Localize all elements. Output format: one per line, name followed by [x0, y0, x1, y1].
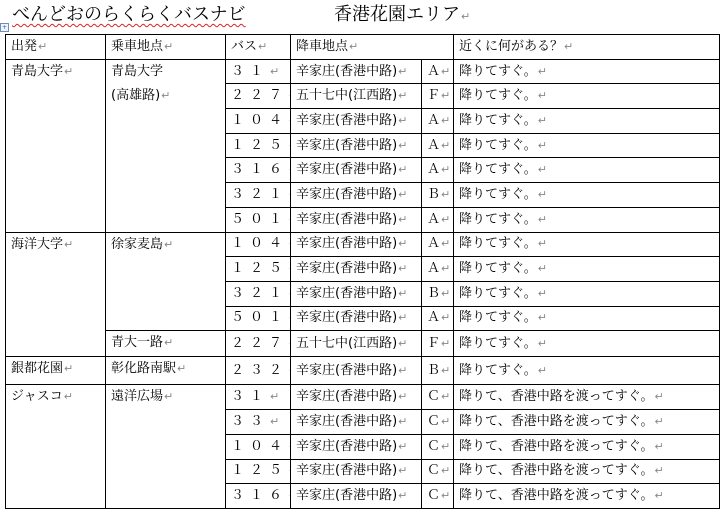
cell-end-mark-icon: ↵	[398, 163, 408, 177]
nearby-info-cell: 降りてすぐ。↵	[454, 257, 720, 282]
cell-end-mark-icon: ↵	[38, 39, 48, 53]
bus-number-cell: ２３２	[226, 356, 291, 385]
cell-end-mark-icon: ↵	[654, 390, 664, 404]
bus-number-cell: ５０１	[226, 306, 291, 331]
header-boarding: 乗車地点↵	[106, 35, 226, 60]
boarding-cell	[106, 331, 226, 357]
boarding-cell	[106, 232, 226, 331]
cell-end-mark-icon: ↵	[398, 262, 408, 276]
departure-cell: ジャスコ↵	[6, 385, 106, 508]
cell-end-mark-icon: ↵	[64, 361, 74, 375]
bus-number-cell: １２５	[226, 257, 291, 282]
gate-cell: Ｃ↵	[422, 434, 454, 459]
cell-end-mark-icon: ↵	[398, 390, 408, 404]
cell-end-mark-icon: ↵	[537, 262, 547, 276]
nearby-info-cell: 降りてすぐ。↵	[454, 109, 720, 134]
cell-end-mark-icon: ↵	[398, 363, 408, 377]
cell-end-mark-icon: ↵	[398, 286, 408, 300]
cell-end-mark-icon: ↵	[537, 187, 547, 201]
header-alighting: 降車地点↵	[291, 35, 454, 60]
cell-end-mark-icon: ↵	[441, 89, 451, 103]
gate-cell: Ａ↵	[422, 306, 454, 331]
cell-end-mark-icon: ↵	[398, 187, 408, 201]
alighting-stop-cell: 辛家庄(香港中路)↵	[291, 257, 422, 282]
gate-cell: Ｃ↵	[422, 459, 454, 484]
cell-end-mark-icon: ↵	[537, 336, 547, 350]
document-title: べんどおのらくらくバスナビ	[12, 4, 246, 25]
cell-end-mark-icon: ↵	[441, 212, 451, 226]
gate-cell: Ａ↵	[422, 109, 454, 134]
cell-end-mark-icon: ↵	[537, 237, 547, 251]
bus-number-cell: ３１６	[226, 484, 291, 509]
cell-end-mark-icon: ↵	[564, 39, 574, 53]
cell-end-mark-icon: ↵	[537, 311, 547, 325]
alighting-stop-cell: 辛家庄(香港中路)↵	[291, 484, 422, 509]
cell-end-mark-icon: ↵	[258, 39, 268, 53]
table-body	[6, 59, 720, 508]
cell-end-mark-icon: ↵	[537, 163, 547, 177]
bus-number-cell: １０４	[226, 434, 291, 459]
cell-end-mark-icon: ↵	[164, 237, 174, 251]
nearby-info-cell: 降りてすぐ。↵	[454, 281, 720, 306]
paragraph-mark-icon: ↵	[461, 10, 471, 23]
cell-end-mark-icon: ↵	[398, 113, 408, 127]
cell-end-mark-icon: ↵	[177, 361, 187, 375]
cell-end-mark-icon: ↵	[441, 439, 451, 453]
cell-end-mark-icon: ↵	[64, 237, 74, 251]
gate-cell: Ｂ↵	[422, 281, 454, 306]
boarding-cell	[106, 356, 226, 385]
gate-cell: Ｃ↵	[422, 385, 454, 410]
bus-number-cell: ３２１	[226, 183, 291, 208]
boarding-line: 徐家麦島↵	[111, 236, 174, 252]
gate-cell: Ｆ↵	[422, 331, 454, 357]
cell-end-mark-icon: ↵	[441, 138, 451, 152]
table-row	[6, 59, 720, 84]
cell-end-mark-icon: ↵	[537, 113, 547, 127]
nearby-info-cell: 降りて、香港中路を渡ってすぐ。↵	[454, 484, 720, 509]
bus-number-cell: １２５	[226, 133, 291, 158]
bus-number-cell: ２２７	[226, 331, 291, 357]
boarding-cell	[106, 59, 226, 232]
cell-end-mark-icon: ↵	[270, 64, 286, 78]
gate-cell: Ａ↵	[422, 207, 454, 232]
alighting-stop-cell: 辛家庄(香港中路)↵	[291, 410, 422, 435]
cell-end-mark-icon: ↵	[654, 439, 664, 453]
cell-end-mark-icon: ↵	[164, 336, 174, 350]
cell-end-mark-icon: ↵	[164, 390, 174, 404]
cell-end-mark-icon: ↵	[537, 138, 547, 152]
table-row	[6, 331, 720, 357]
cell-end-mark-icon: ↵	[63, 390, 73, 404]
cell-end-mark-icon: ↵	[398, 464, 408, 478]
alighting-stop-cell: 五十七中(江西路)↵	[291, 331, 422, 357]
boarding-line: 青大一路↵	[111, 335, 174, 351]
bus-route-table	[5, 34, 720, 509]
cell-end-mark-icon: ↵	[164, 39, 174, 53]
departure-cell: 海洋大学↵	[6, 232, 106, 356]
gate-cell: Ｆ↵	[422, 84, 454, 109]
nearby-info-cell: 降りて、香港中路を渡ってすぐ。↵	[454, 410, 720, 435]
cell-end-mark-icon: ↵	[441, 489, 451, 503]
boarding-line: 青島大学	[111, 63, 164, 79]
nearby-info-cell: 降りてすぐ。↵	[454, 59, 720, 84]
cell-end-mark-icon: ↵	[398, 489, 408, 503]
nearby-info-cell: 降りてすぐ。↵	[454, 133, 720, 158]
cell-end-mark-icon: ↵	[441, 311, 451, 325]
gate-cell: Ｃ↵	[422, 410, 454, 435]
nearby-info-cell: 降りてすぐ。↵	[454, 306, 720, 331]
bus-number-cell: ３１↵	[226, 385, 291, 410]
cell-end-mark-icon: ↵	[537, 212, 547, 226]
cell-end-mark-icon: ↵	[441, 286, 451, 300]
alighting-stop-cell: 辛家庄(香港中路)↵	[291, 306, 422, 331]
gate-cell: Ｃ↵	[422, 484, 454, 509]
gate-cell: Ａ↵	[422, 59, 454, 84]
cell-end-mark-icon: ↵	[398, 336, 408, 350]
cell-end-mark-icon: ↵	[441, 262, 451, 276]
cell-end-mark-icon: ↵	[441, 187, 451, 201]
alighting-stop-cell: 辛家庄(香港中路)↵	[291, 59, 422, 84]
cell-end-mark-icon: ↵	[441, 363, 451, 377]
nearby-info-cell: 降りてすぐ。↵	[454, 331, 720, 357]
cell-end-mark-icon: ↵	[441, 414, 451, 428]
boarding-line: (高雄路)↵	[111, 88, 171, 104]
cell-end-mark-icon: ↵	[398, 311, 408, 325]
bus-number-cell: ３３↵	[226, 410, 291, 435]
gate-cell: Ａ↵	[422, 232, 454, 257]
alighting-stop-cell: 辛家庄(香港中路)↵	[291, 133, 422, 158]
alighting-stop-cell: 辛家庄(香港中路)↵	[291, 281, 422, 306]
boarding-line: 遠洋広場↵	[111, 389, 174, 405]
bus-number-cell: ３１６	[226, 158, 291, 183]
alighting-stop-cell: 辛家庄(香港中路)↵	[291, 158, 422, 183]
alighting-stop-cell: 辛家庄(香港中路)↵	[291, 183, 422, 208]
cell-end-mark-icon: ↵	[654, 489, 664, 503]
bus-number-cell: １０４	[226, 109, 291, 134]
gate-cell: Ａ↵	[422, 257, 454, 282]
bus-number-cell: ３１↵	[226, 59, 291, 84]
bus-number-cell: ２２７	[226, 84, 291, 109]
cell-end-mark-icon: ↵	[441, 464, 451, 478]
nearby-info-cell: 降りて、香港中路を渡ってすぐ。↵	[454, 385, 720, 410]
cell-end-mark-icon: ↵	[398, 89, 408, 103]
cell-end-mark-icon: ↵	[161, 89, 171, 103]
bus-number-cell: ３２１	[226, 281, 291, 306]
cell-end-mark-icon: ↵	[441, 390, 451, 404]
cell-end-mark-icon: ↵	[398, 212, 408, 226]
cell-end-mark-icon: ↵	[349, 39, 359, 53]
cell-end-mark-icon: ↵	[441, 113, 451, 127]
cell-end-mark-icon: ↵	[441, 163, 451, 177]
cell-end-mark-icon: ↵	[537, 363, 547, 377]
departure-cell: 青島大学↵	[6, 59, 106, 232]
cell-end-mark-icon: ↵	[441, 237, 451, 251]
cell-end-mark-icon: ↵	[270, 390, 286, 404]
cell-end-mark-icon: ↵	[64, 64, 74, 78]
cell-end-mark-icon: ↵	[398, 138, 408, 152]
nearby-info-cell: 降りてすぐ。↵	[454, 356, 720, 385]
nearby-info-cell: 降りてすぐ。↵	[454, 84, 720, 109]
gate-cell: Ｂ↵	[422, 183, 454, 208]
table-row	[6, 356, 720, 385]
gate-cell: Ａ↵	[422, 133, 454, 158]
nearby-info-cell: 降りて、香港中路を渡ってすぐ。↵	[454, 459, 720, 484]
alighting-stop-cell: 辛家庄(香港中路)↵	[291, 356, 422, 385]
alighting-stop-cell: 辛家庄(香港中路)↵	[291, 207, 422, 232]
header-bus: バス↵	[226, 35, 291, 60]
table-row	[6, 232, 720, 257]
cell-end-mark-icon: ↵	[654, 464, 664, 478]
gate-cell: Ｂ↵	[422, 356, 454, 385]
nearby-info-cell: 降りてすぐ。↵	[454, 207, 720, 232]
bus-number-cell: ５０１	[226, 207, 291, 232]
alighting-stop-cell: 辛家庄(香港中路)↵	[291, 385, 422, 410]
nearby-info-cell: 降りてすぐ。↵	[454, 158, 720, 183]
cell-end-mark-icon: ↵	[441, 64, 451, 78]
nearby-info-cell: 降りて、香港中路を渡ってすぐ。↵	[454, 434, 720, 459]
cell-end-mark-icon: ↵	[270, 414, 286, 428]
cell-end-mark-icon: ↵	[537, 64, 547, 78]
header-departure: 出発↵	[6, 35, 106, 60]
cell-end-mark-icon: ↵	[398, 64, 408, 78]
alighting-stop-cell: 五十七中(江西路)↵	[291, 84, 422, 109]
cell-end-mark-icon: ↵	[441, 336, 451, 350]
cell-end-mark-icon: ↵	[398, 439, 408, 453]
alighting-stop-cell: 辛家庄(香港中路)↵	[291, 434, 422, 459]
bus-number-cell: １０４	[226, 232, 291, 257]
area-title: 香港花園エリア↵	[334, 4, 471, 25]
table-header-row	[6, 35, 720, 60]
boarding-cell	[106, 385, 226, 508]
departure-cell: 銀都花園↵	[6, 356, 106, 385]
cell-end-mark-icon: ↵	[537, 286, 547, 300]
alighting-stop-cell: 辛家庄(香港中路)↵	[291, 109, 422, 134]
document-title-line	[10, 0, 720, 34]
alighting-stop-cell: 辛家庄(香港中路)↵	[291, 232, 422, 257]
nearby-info-cell: 降りてすぐ。↵	[454, 183, 720, 208]
boarding-line: 彰化路南駅↵	[111, 360, 187, 376]
nearby-info-cell: 降りてすぐ。↵	[454, 232, 720, 257]
table-row	[6, 385, 720, 410]
gate-cell: Ａ↵	[422, 158, 454, 183]
alighting-stop-cell: 辛家庄(香港中路)↵	[291, 459, 422, 484]
cell-end-mark-icon: ↵	[654, 414, 664, 428]
header-nearby: 近くに何がある？↵	[454, 35, 720, 60]
cell-end-mark-icon: ↵	[398, 237, 408, 251]
cell-end-mark-icon: ↵	[398, 414, 408, 428]
bus-number-cell: １２５	[226, 459, 291, 484]
cell-end-mark-icon: ↵	[537, 89, 547, 103]
table-anchor-icon[interactable]: +	[1, 24, 8, 31]
